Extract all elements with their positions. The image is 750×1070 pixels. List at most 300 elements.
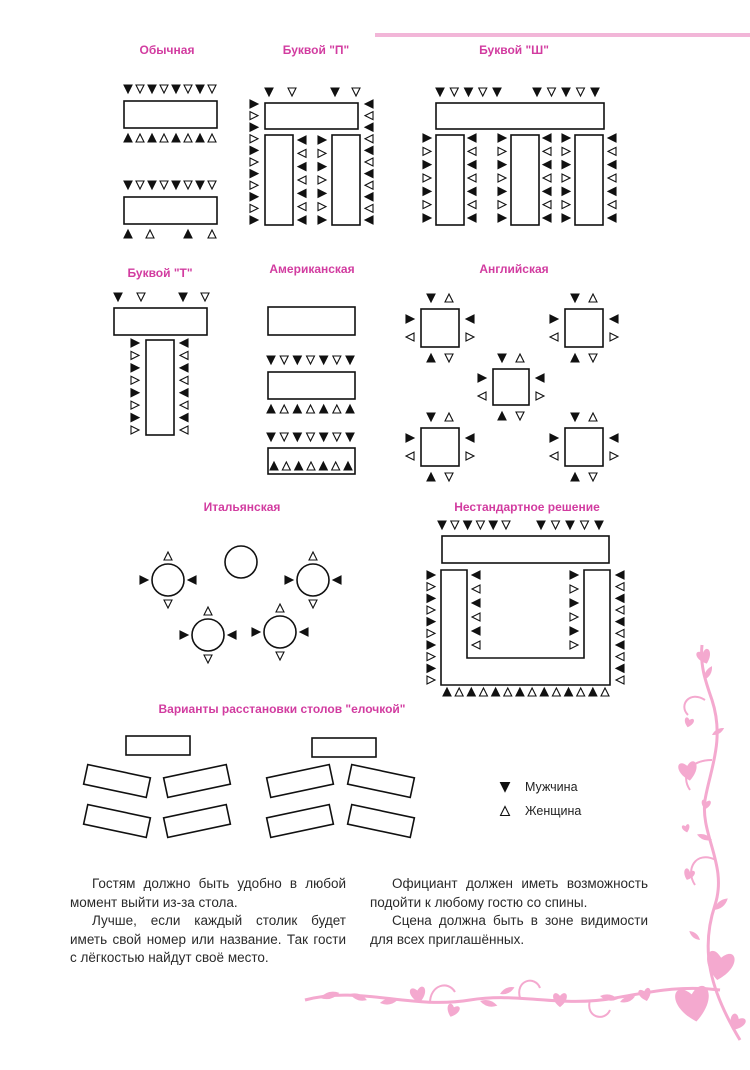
man-marker-icon xyxy=(427,664,435,672)
vine-decoration xyxy=(305,988,720,1002)
table xyxy=(124,197,217,224)
woman-marker-icon xyxy=(280,405,288,413)
man-marker-icon xyxy=(550,434,558,442)
woman-marker-icon xyxy=(589,473,597,481)
woman-marker-icon xyxy=(333,433,341,441)
man-marker-icon xyxy=(589,688,597,696)
man-marker-icon xyxy=(320,405,328,413)
man-marker-icon xyxy=(252,628,260,636)
heart-decoration-icon xyxy=(445,1003,461,1019)
man-marker-icon xyxy=(293,433,301,441)
man-marker-icon xyxy=(131,364,139,372)
vine-decoration xyxy=(702,645,740,1040)
text-column-right xyxy=(370,875,648,949)
man-marker-icon xyxy=(543,134,551,142)
man-marker-icon xyxy=(298,136,306,144)
heart-decoration-icon xyxy=(696,648,714,666)
woman-marker-icon xyxy=(288,88,296,96)
woman-marker-icon xyxy=(468,147,476,155)
man-marker-icon xyxy=(131,339,139,347)
man-marker-icon xyxy=(180,364,188,372)
woman-marker-icon xyxy=(365,204,373,212)
woman-marker-icon xyxy=(137,293,145,301)
man-marker-icon xyxy=(180,339,188,347)
woman-marker-icon xyxy=(276,652,284,660)
man-marker-icon xyxy=(179,293,187,301)
woman-marker-icon xyxy=(423,147,431,155)
woman-marker-icon xyxy=(610,333,618,341)
man-marker-icon xyxy=(250,100,258,108)
woman-marker-icon xyxy=(131,351,139,359)
man-marker-icon xyxy=(498,214,506,222)
woman-marker-icon xyxy=(280,433,288,441)
man-marker-icon xyxy=(571,354,579,362)
woman-marker-icon xyxy=(479,688,487,696)
woman-marker-icon xyxy=(550,333,558,341)
man-marker-icon xyxy=(466,315,474,323)
woman-marker-icon xyxy=(516,412,524,420)
woman-marker-icon xyxy=(472,585,480,593)
round-table xyxy=(152,564,184,596)
woman-marker-icon xyxy=(208,230,216,238)
table xyxy=(268,307,355,335)
woman-marker-icon xyxy=(406,452,414,460)
woman-marker-icon xyxy=(309,600,317,608)
table xyxy=(146,340,174,435)
woman-marker-icon xyxy=(601,688,609,696)
table xyxy=(436,103,604,129)
woman-marker-icon xyxy=(608,201,616,209)
man-marker-icon xyxy=(124,230,132,238)
man-marker-icon xyxy=(498,187,506,195)
woman-marker-icon xyxy=(427,653,435,661)
heading-sh-shape: Буквой "Ш" xyxy=(479,43,549,57)
man-marker-icon xyxy=(114,293,122,301)
man-marker-icon xyxy=(427,618,435,626)
man-marker-icon xyxy=(318,136,326,144)
man-marker-icon xyxy=(566,521,574,529)
man-marker-icon xyxy=(550,315,558,323)
man-marker-icon xyxy=(318,163,326,171)
man-marker-icon xyxy=(571,294,579,302)
man-marker-icon xyxy=(472,627,480,635)
woman-marker-icon xyxy=(333,356,341,364)
woman-marker-icon xyxy=(208,134,216,142)
woman-marker-icon xyxy=(478,392,486,400)
woman-marker-icon xyxy=(528,688,536,696)
man-marker-icon xyxy=(427,354,435,362)
man-marker-icon xyxy=(616,618,624,626)
woman-marker-icon xyxy=(298,149,306,157)
man-marker-icon xyxy=(298,163,306,171)
woman-marker-icon xyxy=(543,201,551,209)
man-marker-icon xyxy=(562,161,570,169)
table xyxy=(436,135,464,225)
woman-marker-icon xyxy=(498,174,506,182)
angled-table xyxy=(164,765,231,798)
man-marker-icon xyxy=(423,161,431,169)
woman-marker-icon xyxy=(184,85,192,93)
woman-marker-icon xyxy=(160,134,168,142)
man-marker-icon xyxy=(124,85,132,93)
woman-marker-icon xyxy=(180,426,188,434)
heading-herringbone: Варианты расстановки столов "елочкой" xyxy=(158,702,406,716)
woman-marker-icon xyxy=(562,201,570,209)
man-marker-icon xyxy=(406,434,414,442)
woman-marker-icon xyxy=(455,688,463,696)
woman-marker-icon xyxy=(608,147,616,155)
woman-marker-icon xyxy=(536,392,544,400)
man-marker-icon xyxy=(131,389,139,397)
woman-marker-icon xyxy=(468,174,476,182)
man-marker-icon xyxy=(180,389,188,397)
heading-ordinary: Обычная xyxy=(139,43,195,57)
woman-marker-icon xyxy=(608,174,616,182)
man-marker-icon xyxy=(616,641,624,649)
man-marker-icon xyxy=(124,134,132,142)
man-marker-icon xyxy=(172,85,180,93)
man-marker-icon xyxy=(196,85,204,93)
woman-marker-icon xyxy=(616,653,624,661)
woman-marker-icon xyxy=(504,688,512,696)
man-marker-icon xyxy=(537,521,545,529)
woman-marker-icon xyxy=(160,85,168,93)
woman-marker-icon xyxy=(406,333,414,341)
man-marker-icon xyxy=(570,627,578,635)
woman-marker-icon xyxy=(445,354,453,362)
heart-decoration-icon xyxy=(553,993,567,1007)
paragraph: Официант должен иметь возможность подойти к любому гостю со спины. xyxy=(370,876,648,910)
paragraph: Гостям должно быть удобно в любой момент выйти из-за стола. xyxy=(70,876,346,910)
man-marker-icon xyxy=(293,356,301,364)
woman-marker-icon xyxy=(570,641,578,649)
man-marker-icon xyxy=(265,88,273,96)
man-marker-icon xyxy=(267,433,275,441)
woman-marker-icon xyxy=(131,376,139,384)
table xyxy=(126,736,190,755)
man-marker-icon xyxy=(478,374,486,382)
square-table xyxy=(565,428,603,466)
man-marker-icon xyxy=(610,434,618,442)
table xyxy=(312,738,376,757)
woman-marker-icon xyxy=(552,688,560,696)
table xyxy=(575,135,603,225)
man-marker-icon xyxy=(543,214,551,222)
woman-marker-icon xyxy=(562,174,570,182)
woman-marker-icon xyxy=(131,401,139,409)
woman-marker-icon xyxy=(184,181,192,189)
man-marker-icon xyxy=(184,230,192,238)
man-marker-icon xyxy=(423,187,431,195)
u-shaped-table xyxy=(441,570,610,685)
man-marker-icon xyxy=(250,123,258,131)
woman-marker-icon xyxy=(204,655,212,663)
woman-marker-icon xyxy=(307,356,315,364)
woman-marker-icon xyxy=(365,181,373,189)
man-marker-icon xyxy=(498,412,506,420)
table xyxy=(511,135,539,225)
man-marker-icon xyxy=(300,628,308,636)
man-marker-icon xyxy=(172,181,180,189)
man-marker-icon xyxy=(562,134,570,142)
man-marker-icon xyxy=(536,374,544,382)
legend-man-label: Мужчина xyxy=(525,780,578,794)
man-marker-icon xyxy=(562,88,570,96)
woman-marker-icon xyxy=(208,181,216,189)
table xyxy=(265,135,293,225)
woman-marker-icon xyxy=(160,181,168,189)
man-marker-icon xyxy=(468,187,476,195)
woman-marker-icon xyxy=(616,606,624,614)
woman-marker-icon xyxy=(333,405,341,413)
man-marker-icon xyxy=(131,414,139,422)
man-marker-icon xyxy=(180,631,188,639)
man-marker-icon xyxy=(616,571,624,579)
heading-american: Американская xyxy=(269,262,355,276)
woman-marker-icon xyxy=(552,521,560,529)
woman-marker-icon xyxy=(250,181,258,189)
woman-marker-icon xyxy=(427,629,435,637)
woman-marker-icon xyxy=(589,413,597,421)
man-marker-icon xyxy=(346,356,354,364)
woman-marker-icon xyxy=(365,112,373,120)
man-marker-icon xyxy=(423,214,431,222)
angled-table xyxy=(267,805,334,838)
leaf-decoration-icon xyxy=(499,985,516,997)
man-marker-icon xyxy=(196,181,204,189)
woman-marker-icon xyxy=(616,676,624,684)
woman-marker-icon xyxy=(577,688,585,696)
man-marker-icon xyxy=(493,88,501,96)
man-marker-icon xyxy=(267,356,275,364)
woman-marker-icon xyxy=(423,174,431,182)
angled-table xyxy=(164,805,231,838)
woman-marker-icon xyxy=(307,433,315,441)
man-marker-icon xyxy=(443,688,451,696)
woman-marker-icon xyxy=(298,176,306,184)
man-marker-icon xyxy=(148,85,156,93)
square-table xyxy=(421,309,459,347)
angled-table xyxy=(348,805,415,838)
heart-decoration-icon xyxy=(678,761,699,783)
man-marker-icon xyxy=(501,783,510,792)
man-marker-icon xyxy=(498,134,506,142)
man-marker-icon xyxy=(250,216,258,224)
square-table xyxy=(421,428,459,466)
round-table xyxy=(225,546,257,578)
man-marker-icon xyxy=(180,414,188,422)
man-marker-icon xyxy=(533,88,541,96)
angled-table xyxy=(84,765,151,798)
man-marker-icon xyxy=(498,354,506,362)
man-marker-icon xyxy=(516,688,524,696)
man-marker-icon xyxy=(228,631,236,639)
man-marker-icon xyxy=(467,688,475,696)
man-marker-icon xyxy=(365,123,373,131)
man-marker-icon xyxy=(250,193,258,201)
woman-marker-icon xyxy=(516,354,524,362)
man-marker-icon xyxy=(365,100,373,108)
man-marker-icon xyxy=(427,294,435,302)
woman-marker-icon xyxy=(204,607,212,615)
man-marker-icon xyxy=(365,146,373,154)
woman-marker-icon xyxy=(616,629,624,637)
woman-marker-icon xyxy=(427,676,435,684)
man-marker-icon xyxy=(196,134,204,142)
heading-italian: Итальянская xyxy=(203,500,281,514)
woman-marker-icon xyxy=(365,135,373,143)
man-marker-icon xyxy=(543,161,551,169)
leaf-decoration-icon xyxy=(688,929,702,942)
man-marker-icon xyxy=(565,688,573,696)
round-table xyxy=(264,616,296,648)
man-marker-icon xyxy=(423,134,431,142)
man-marker-icon xyxy=(333,576,341,584)
man-marker-icon xyxy=(570,571,578,579)
woman-marker-icon xyxy=(427,583,435,591)
woman-marker-icon xyxy=(276,604,284,612)
woman-marker-icon xyxy=(610,452,618,460)
man-marker-icon xyxy=(616,594,624,602)
woman-marker-icon xyxy=(164,552,172,560)
man-marker-icon xyxy=(610,315,618,323)
man-marker-icon xyxy=(595,521,603,529)
table xyxy=(124,101,217,128)
woman-marker-icon xyxy=(466,452,474,460)
man-marker-icon xyxy=(365,170,373,178)
woman-marker-icon xyxy=(466,333,474,341)
square-table xyxy=(565,309,603,347)
heading-t-shape: Буквой "Т" xyxy=(127,266,193,280)
woman-marker-icon xyxy=(318,176,326,184)
woman-marker-icon xyxy=(451,521,459,529)
woman-marker-icon xyxy=(450,88,458,96)
man-marker-icon xyxy=(365,216,373,224)
man-marker-icon xyxy=(472,571,480,579)
man-marker-icon xyxy=(498,161,506,169)
man-marker-icon xyxy=(540,688,548,696)
woman-marker-icon xyxy=(543,147,551,155)
round-table xyxy=(297,564,329,596)
woman-marker-icon xyxy=(146,230,154,238)
man-marker-icon xyxy=(466,434,474,442)
paragraph: Сцена должна быть в зоне видимости для всех приглашённых. xyxy=(370,913,648,947)
man-marker-icon xyxy=(267,405,275,413)
table xyxy=(114,308,207,335)
woman-marker-icon xyxy=(498,147,506,155)
man-marker-icon xyxy=(293,405,301,413)
man-marker-icon xyxy=(365,193,373,201)
man-marker-icon xyxy=(318,216,326,224)
man-marker-icon xyxy=(608,161,616,169)
man-marker-icon xyxy=(148,134,156,142)
woman-marker-icon xyxy=(543,174,551,182)
man-marker-icon xyxy=(346,433,354,441)
legend-woman-label: Женщина xyxy=(525,804,582,818)
man-marker-icon xyxy=(320,356,328,364)
paragraph: Лучше, если каждый столик будет иметь свой номер или название. Так гости с лёгкостью найдут своё место. xyxy=(70,913,346,965)
man-marker-icon xyxy=(464,521,472,529)
woman-marker-icon xyxy=(164,600,172,608)
heart-decoration-icon xyxy=(683,717,694,728)
table xyxy=(332,135,360,225)
square-table xyxy=(493,369,529,405)
woman-marker-icon xyxy=(250,112,258,120)
woman-marker-icon xyxy=(589,294,597,302)
woman-marker-icon xyxy=(550,452,558,460)
man-marker-icon xyxy=(571,473,579,481)
woman-marker-icon xyxy=(131,426,139,434)
man-marker-icon xyxy=(492,688,500,696)
woman-marker-icon xyxy=(309,552,317,560)
man-marker-icon xyxy=(570,599,578,607)
woman-marker-icon xyxy=(180,351,188,359)
woman-marker-icon xyxy=(570,613,578,621)
man-marker-icon xyxy=(468,214,476,222)
woman-marker-icon xyxy=(307,405,315,413)
heading-english: Английская xyxy=(479,262,549,276)
woman-marker-icon xyxy=(501,807,510,816)
woman-marker-icon xyxy=(318,149,326,157)
heart-decoration-icon xyxy=(638,987,653,1002)
man-marker-icon xyxy=(571,413,579,421)
woman-marker-icon xyxy=(445,294,453,302)
man-marker-icon xyxy=(406,315,414,323)
table xyxy=(442,536,609,563)
woman-marker-icon xyxy=(250,158,258,166)
heading-nonstandard: Нестандартное решение xyxy=(454,500,600,514)
heart-decoration-icon xyxy=(674,985,713,1025)
man-marker-icon xyxy=(124,181,132,189)
man-marker-icon xyxy=(346,405,354,413)
man-marker-icon xyxy=(427,571,435,579)
man-marker-icon xyxy=(331,88,339,96)
heading-p-shape: Буквой "П" xyxy=(282,43,350,57)
man-marker-icon xyxy=(591,88,599,96)
man-marker-icon xyxy=(427,594,435,602)
heart-decoration-icon xyxy=(681,824,690,833)
man-marker-icon xyxy=(188,576,196,584)
man-marker-icon xyxy=(298,216,306,224)
woman-marker-icon xyxy=(201,293,209,301)
text-column-left xyxy=(70,875,346,968)
man-marker-icon xyxy=(608,134,616,142)
man-marker-icon xyxy=(250,146,258,154)
woman-marker-icon xyxy=(352,88,360,96)
woman-marker-icon xyxy=(250,204,258,212)
man-marker-icon xyxy=(472,599,480,607)
man-marker-icon xyxy=(438,521,446,529)
man-marker-icon xyxy=(465,88,473,96)
woman-marker-icon xyxy=(479,88,487,96)
woman-marker-icon xyxy=(577,88,585,96)
man-marker-icon xyxy=(318,189,326,197)
woman-marker-icon xyxy=(589,354,597,362)
woman-marker-icon xyxy=(280,356,288,364)
man-marker-icon xyxy=(468,134,476,142)
woman-marker-icon xyxy=(208,85,216,93)
woman-marker-icon xyxy=(180,376,188,384)
heart-decoration-icon xyxy=(682,868,696,882)
man-marker-icon xyxy=(562,187,570,195)
woman-marker-icon xyxy=(498,201,506,209)
woman-marker-icon xyxy=(136,134,144,142)
woman-marker-icon xyxy=(581,521,589,529)
woman-marker-icon xyxy=(472,613,480,621)
woman-marker-icon xyxy=(476,521,484,529)
man-marker-icon xyxy=(250,170,258,178)
woman-marker-icon xyxy=(502,521,510,529)
